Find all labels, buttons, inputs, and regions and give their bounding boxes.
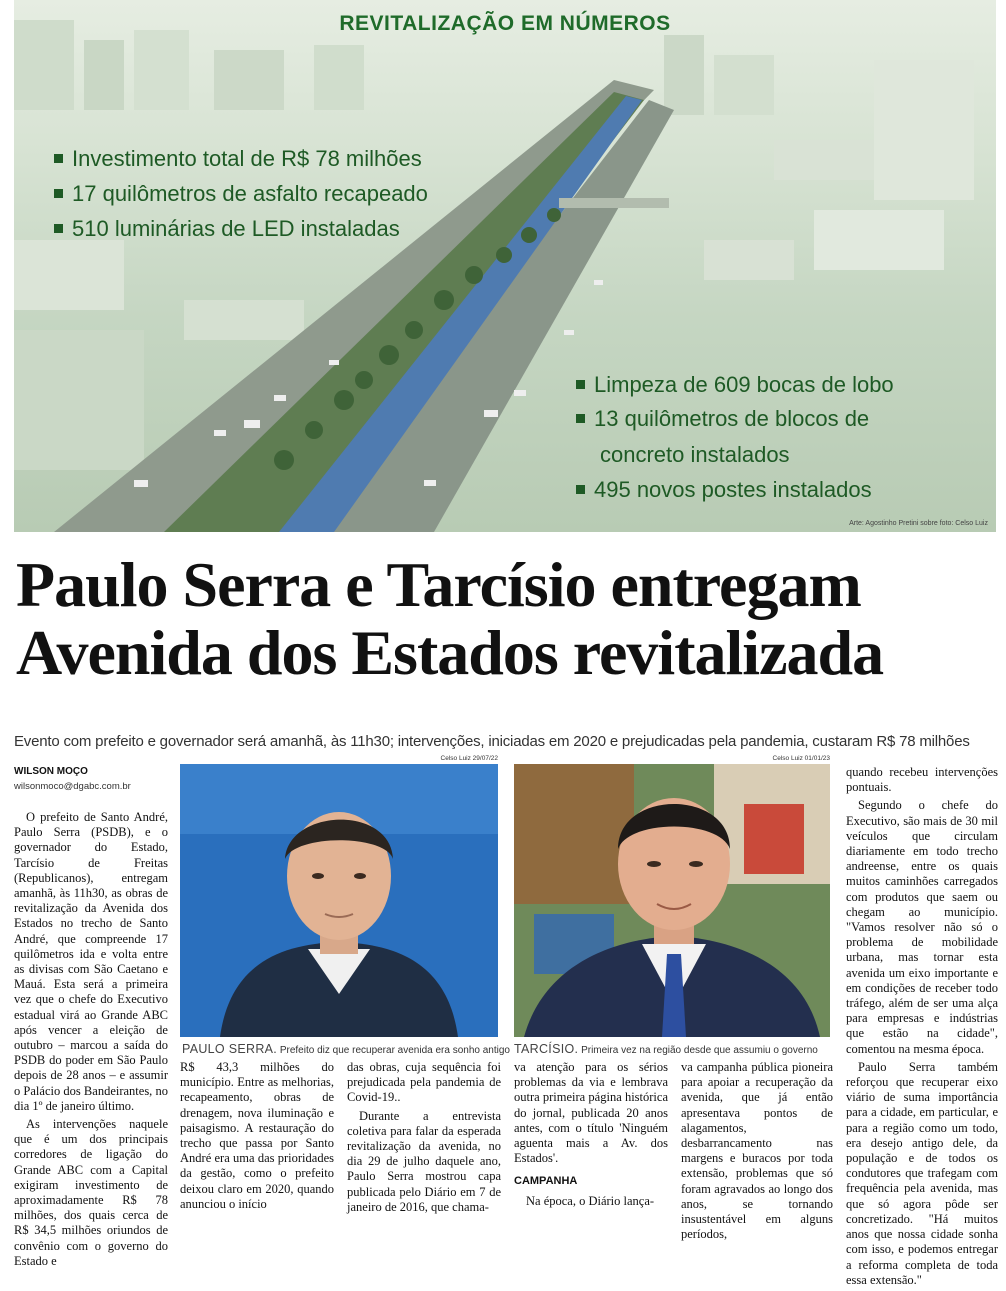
paragraph: O prefeito de Santo André, Paulo Serra (PSDB), e o governador do Estado, Tarcísio de Freitas (Republicanos), entregam amanhã, às 11h30, as obras de revitalização da Avenida dos Estados no trecho de Santo André, que compreende 17 quilômetros ida e volta entre as divisas com São Caetano e Mauá. Esta será a primeira vez que o chefe do Executivo estadual virá ao Grande ABC após vencer a eleição de outubro – marcou a saída do PSDB do poder em São Paulo depois de 28 anos – e assumir o Palácio dos Bandeirantes, no dia 1º de janeiro último.: [14, 810, 168, 1113]
article-column-3: [347, 1060, 501, 1218]
subheading-campanha: CAMPANHA: [514, 1175, 578, 1188]
hero-bullet: Investimento total de R$ 78 milhões: [54, 146, 422, 172]
paragraph: das obras, cuja sequência foi prejudicada pela pandemia de Covid-19..: [347, 1060, 501, 1105]
photo-caption-right: [514, 1042, 818, 1056]
photo-tarcisio: [514, 764, 830, 1037]
caption-name: TARCÍSIO.: [514, 1042, 579, 1056]
paragraph: quando recebeu intervenções pontuais.: [846, 765, 998, 795]
hero-credit: Arte: Agostinho Pretini sobre foto: Celso Luiz: [849, 520, 988, 527]
paragraph: Na época, o Diário lança-: [526, 1193, 655, 1208]
photo-credit-right: Celso Luiz 01/01/23: [772, 755, 830, 762]
portrait-illustration: [180, 764, 498, 1037]
hero-bullet: 495 novos postes instalados: [576, 477, 872, 503]
hero-title: REVITALIZAÇÃO EM NÚMEROS: [339, 12, 671, 35]
bullet-square-icon: [576, 485, 585, 494]
paragraph: R$ 43,3 milhões do município. Entre as melhorias, recapeamento, obras de drenagem, nova iluminação e paisagismo. A restauração do trecho que passa por Santo André era uma das prioridades da gestão, como o prefeito deixou claro em 2020, quando anunciou o início: [180, 1060, 334, 1211]
author-name: WILSON MOÇO: [14, 766, 88, 777]
hero-infographic: [14, 0, 996, 532]
article-column-2: [180, 1060, 334, 1215]
photo-caption-left: [182, 1042, 510, 1056]
headline: [16, 551, 996, 687]
subheadline: Evento com prefeito e governador será amanhã, às 11h30; intervenções, iniciadas em 2020 e prejudicadas pela pandemia, custaram R$ 78 milhões: [14, 733, 970, 750]
hero-bullet: 17 quilômetros de asfalto recapeado: [54, 181, 428, 207]
paragraph: va campanha pública pioneira para apoiar a recuperação da avenida, que já então apresentava pontos de alagamentos, desbarrancamento nas margens e buracos por toda extensão, problemas que só foram agravados ao longo dos anos, se tornando insustentável em alguns períodos,: [681, 1060, 833, 1242]
caption-name: PAULO SERRA.: [182, 1042, 278, 1056]
photo-credit-left: Celso Luiz 29/07/22: [440, 755, 498, 762]
article-column-1: [14, 810, 168, 1272]
caption-text: Primeira vez na região desde que assumiu o governo: [581, 1045, 818, 1056]
paragraph: As intervenções naquele que é um dos principais corredores de ligação do Grande ABC com a Capital exigiram investimento de aproximadamente R$ 78 milhões, dos quais cerca de R$ 34,5 milhões oriundos de convênio com o governo do Estado e: [14, 1117, 168, 1268]
hero-bullet-continuation: concreto instalados: [600, 442, 790, 467]
caption-text: Prefeito diz que recuperar avenida era sonho antigo: [279, 1045, 510, 1056]
hero-bullet: 510 luminárias de LED instaladas: [54, 216, 400, 242]
author-email: wilsonmoco@dgabc.com.br: [14, 781, 131, 792]
bullet-square-icon: [54, 224, 63, 233]
paragraph: Paulo Serra também reforçou que recuperar eixo viário de suma importância para a cidade, em particular, e para a região como um todo, era desejo antigo dele, da população e de todos os condutores que trafegam com frequência pela avenida, mas que só agora pôde ser concretizado. "Há muitos anos que nossa cidade sonha com isso, e podemos entregar a reforma completa de toda essa extensão.": [846, 1059, 998, 1287]
portrait-illustration: [514, 764, 830, 1037]
headline-line-1: Paulo Serra e Tarcísio entregam: [16, 549, 861, 620]
aerial-avenue-photo: [14, 0, 996, 532]
hero-bullet: Limpeza de 609 bocas de lobo: [576, 372, 894, 398]
article-column-6: [846, 765, 998, 1291]
photo-paulo-serra: [180, 764, 498, 1037]
headline-line-2: Avenida dos Estados revitalizada: [16, 617, 884, 688]
bullet-square-icon: [54, 154, 63, 163]
hero-bullet: 13 quilômetros de blocos de: [576, 406, 869, 432]
article-column-5: [681, 1060, 833, 1245]
paragraph: Durante a entrevista coletiva para falar da esperada revitalização da avenida, no dia 29 de julho daquele ano, Paulo Serra mostrou capa publicada pelo Diário em 7 de janeiro de 2016, que chama-: [347, 1108, 501, 1214]
article-column-4: [514, 1060, 668, 1212]
bullet-square-icon: [54, 189, 63, 198]
bullet-square-icon: [576, 414, 585, 423]
bullet-square-icon: [576, 380, 585, 389]
paragraph: Segundo o chefe do Executivo, são mais de 30 mil veículos que circulam diariamente em todo trecho andreense, entre os quais muitos caminhões carregados com produtos que saem ou chegam ao município. "Vamos resolver não só o problema de mobilidade urbana, mas tornar esta avenida um eixo importante e em condições de receber todo tráfego, além de ser uma alça para empresas e indústrias que estão na cidade", comentou na mesma época.: [846, 798, 998, 1056]
paragraph: va atenção para os sérios problemas da via e lembrava outra primeira página histórica do jornal, publicada 20 anos antes, com o título 'Ninguém aguenta mais a Av. dos Estados'.: [514, 1060, 668, 1166]
